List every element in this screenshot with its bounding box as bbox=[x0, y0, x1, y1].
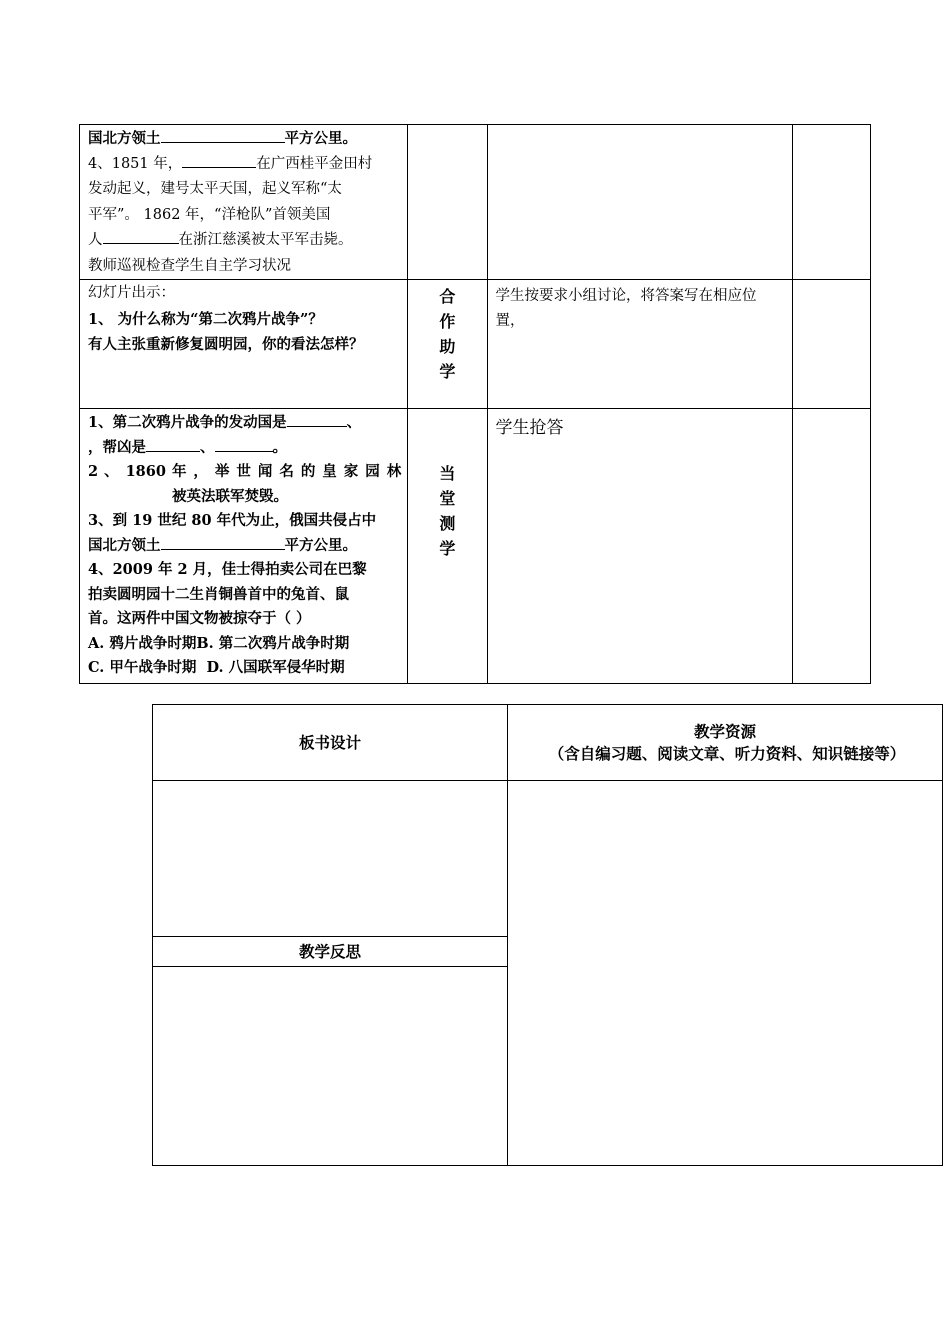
stage-char: 学 bbox=[439, 539, 456, 558]
classroom-test-content bbox=[80, 409, 408, 684]
text: ，帮凶是 bbox=[88, 438, 146, 456]
text: 1、第二次鸦片战争的发动国是 bbox=[88, 414, 287, 431]
board-design-header bbox=[153, 705, 508, 781]
board-design-area bbox=[153, 781, 508, 937]
activity-text: 学生按要求小组讨论，将答案写在相应位置， bbox=[495, 288, 757, 329]
text: 2 、 1860 年 ， 举 世 闻 名 的 皇 家 园 林 bbox=[88, 463, 402, 480]
stage-char: 合 bbox=[439, 287, 456, 306]
stage-classroom-test bbox=[408, 409, 487, 684]
text: 在广西桂平金田村 bbox=[256, 155, 373, 172]
blank-line bbox=[161, 535, 285, 550]
stage-cooperative bbox=[408, 280, 487, 409]
question: 1、 为什么称为“第二次鸦片战争”？ bbox=[88, 310, 323, 328]
text: 平军”。 1862 年，“洋枪队”首领美国 bbox=[88, 206, 331, 223]
stage-char: 测 bbox=[439, 514, 456, 533]
text: 人 bbox=[88, 232, 103, 248]
text: 4、2009 年 2 月，佳士得拍卖公司在巴黎 bbox=[88, 561, 367, 578]
resources-area bbox=[508, 781, 943, 1166]
text: 3、到 19 世纪 80 年代为止，俄国共侵占中 bbox=[88, 512, 377, 529]
activity-cell-empty bbox=[487, 125, 792, 280]
blank-line bbox=[146, 437, 200, 452]
text: 。 bbox=[272, 438, 287, 456]
blank-line bbox=[182, 153, 256, 168]
header-subtext: （含自编习题、阅读文章、听力资料、知识链接等） bbox=[548, 743, 906, 763]
stage-char: 堂 bbox=[439, 489, 456, 508]
text: 首。这两件中国文物被掠夺于（ ） bbox=[88, 610, 311, 627]
text: 国北方领土 bbox=[88, 536, 161, 554]
activity-text: 学生抢答 bbox=[495, 418, 564, 438]
teacher-note: 教师巡视检查学生自主学习状况 bbox=[88, 257, 291, 274]
text: 在浙江慈溪被太平军击毙。 bbox=[178, 232, 353, 248]
reflection-header bbox=[153, 937, 508, 967]
notes-cell-empty bbox=[792, 280, 870, 409]
option: A. 鸦片战争时期 bbox=[88, 634, 197, 652]
option: D. 八国联军侵华时期 bbox=[206, 659, 345, 676]
stage-char: 作 bbox=[439, 312, 456, 331]
text: 拍卖圆明园十二生肖铜兽首中的兔首、鼠 bbox=[88, 585, 349, 603]
activity-classroom-test bbox=[487, 409, 792, 684]
text: 平方公里。 bbox=[284, 130, 357, 147]
reflection-area bbox=[153, 967, 508, 1166]
resources-header bbox=[508, 705, 943, 781]
stage-char: 助 bbox=[439, 337, 456, 356]
text: 4、1851 年， bbox=[88, 155, 183, 172]
blank-line bbox=[103, 229, 179, 244]
stage-char: 学 bbox=[439, 362, 456, 381]
text: 被英法联军焚毁。 bbox=[172, 487, 288, 505]
board-resources-table bbox=[152, 704, 943, 1166]
header-text: 教学资源 bbox=[693, 721, 756, 741]
stage-cell-empty bbox=[408, 125, 487, 280]
header-text: 教学反思 bbox=[298, 941, 361, 961]
text: 国北方领土 bbox=[88, 130, 161, 147]
text: 发动起义，建号太平天国，起义军称“太 bbox=[88, 181, 342, 197]
activity-cooperative bbox=[487, 280, 792, 409]
text: 、 bbox=[200, 438, 215, 456]
notes-cell-empty bbox=[792, 125, 870, 280]
question: 有人主张重新修复圆明园，你的看法怎样？ bbox=[88, 336, 364, 353]
blank-line bbox=[215, 437, 273, 452]
slide-label: 幻灯片出示： bbox=[88, 285, 175, 301]
self-study-content bbox=[80, 125, 408, 280]
stage-char: 当 bbox=[439, 464, 456, 483]
option: B. 第二次鸦片战争时期 bbox=[196, 634, 350, 652]
blank-line bbox=[161, 128, 285, 143]
text: 平方公里。 bbox=[284, 536, 357, 554]
text: 、 bbox=[346, 414, 362, 431]
header-text: 板书设计 bbox=[298, 732, 361, 752]
cooperative-content bbox=[80, 280, 408, 409]
notes-cell-empty bbox=[792, 409, 870, 684]
lesson-table bbox=[79, 124, 871, 684]
blank-line bbox=[287, 412, 347, 427]
option: C. 甲午战争时期 bbox=[88, 659, 197, 676]
